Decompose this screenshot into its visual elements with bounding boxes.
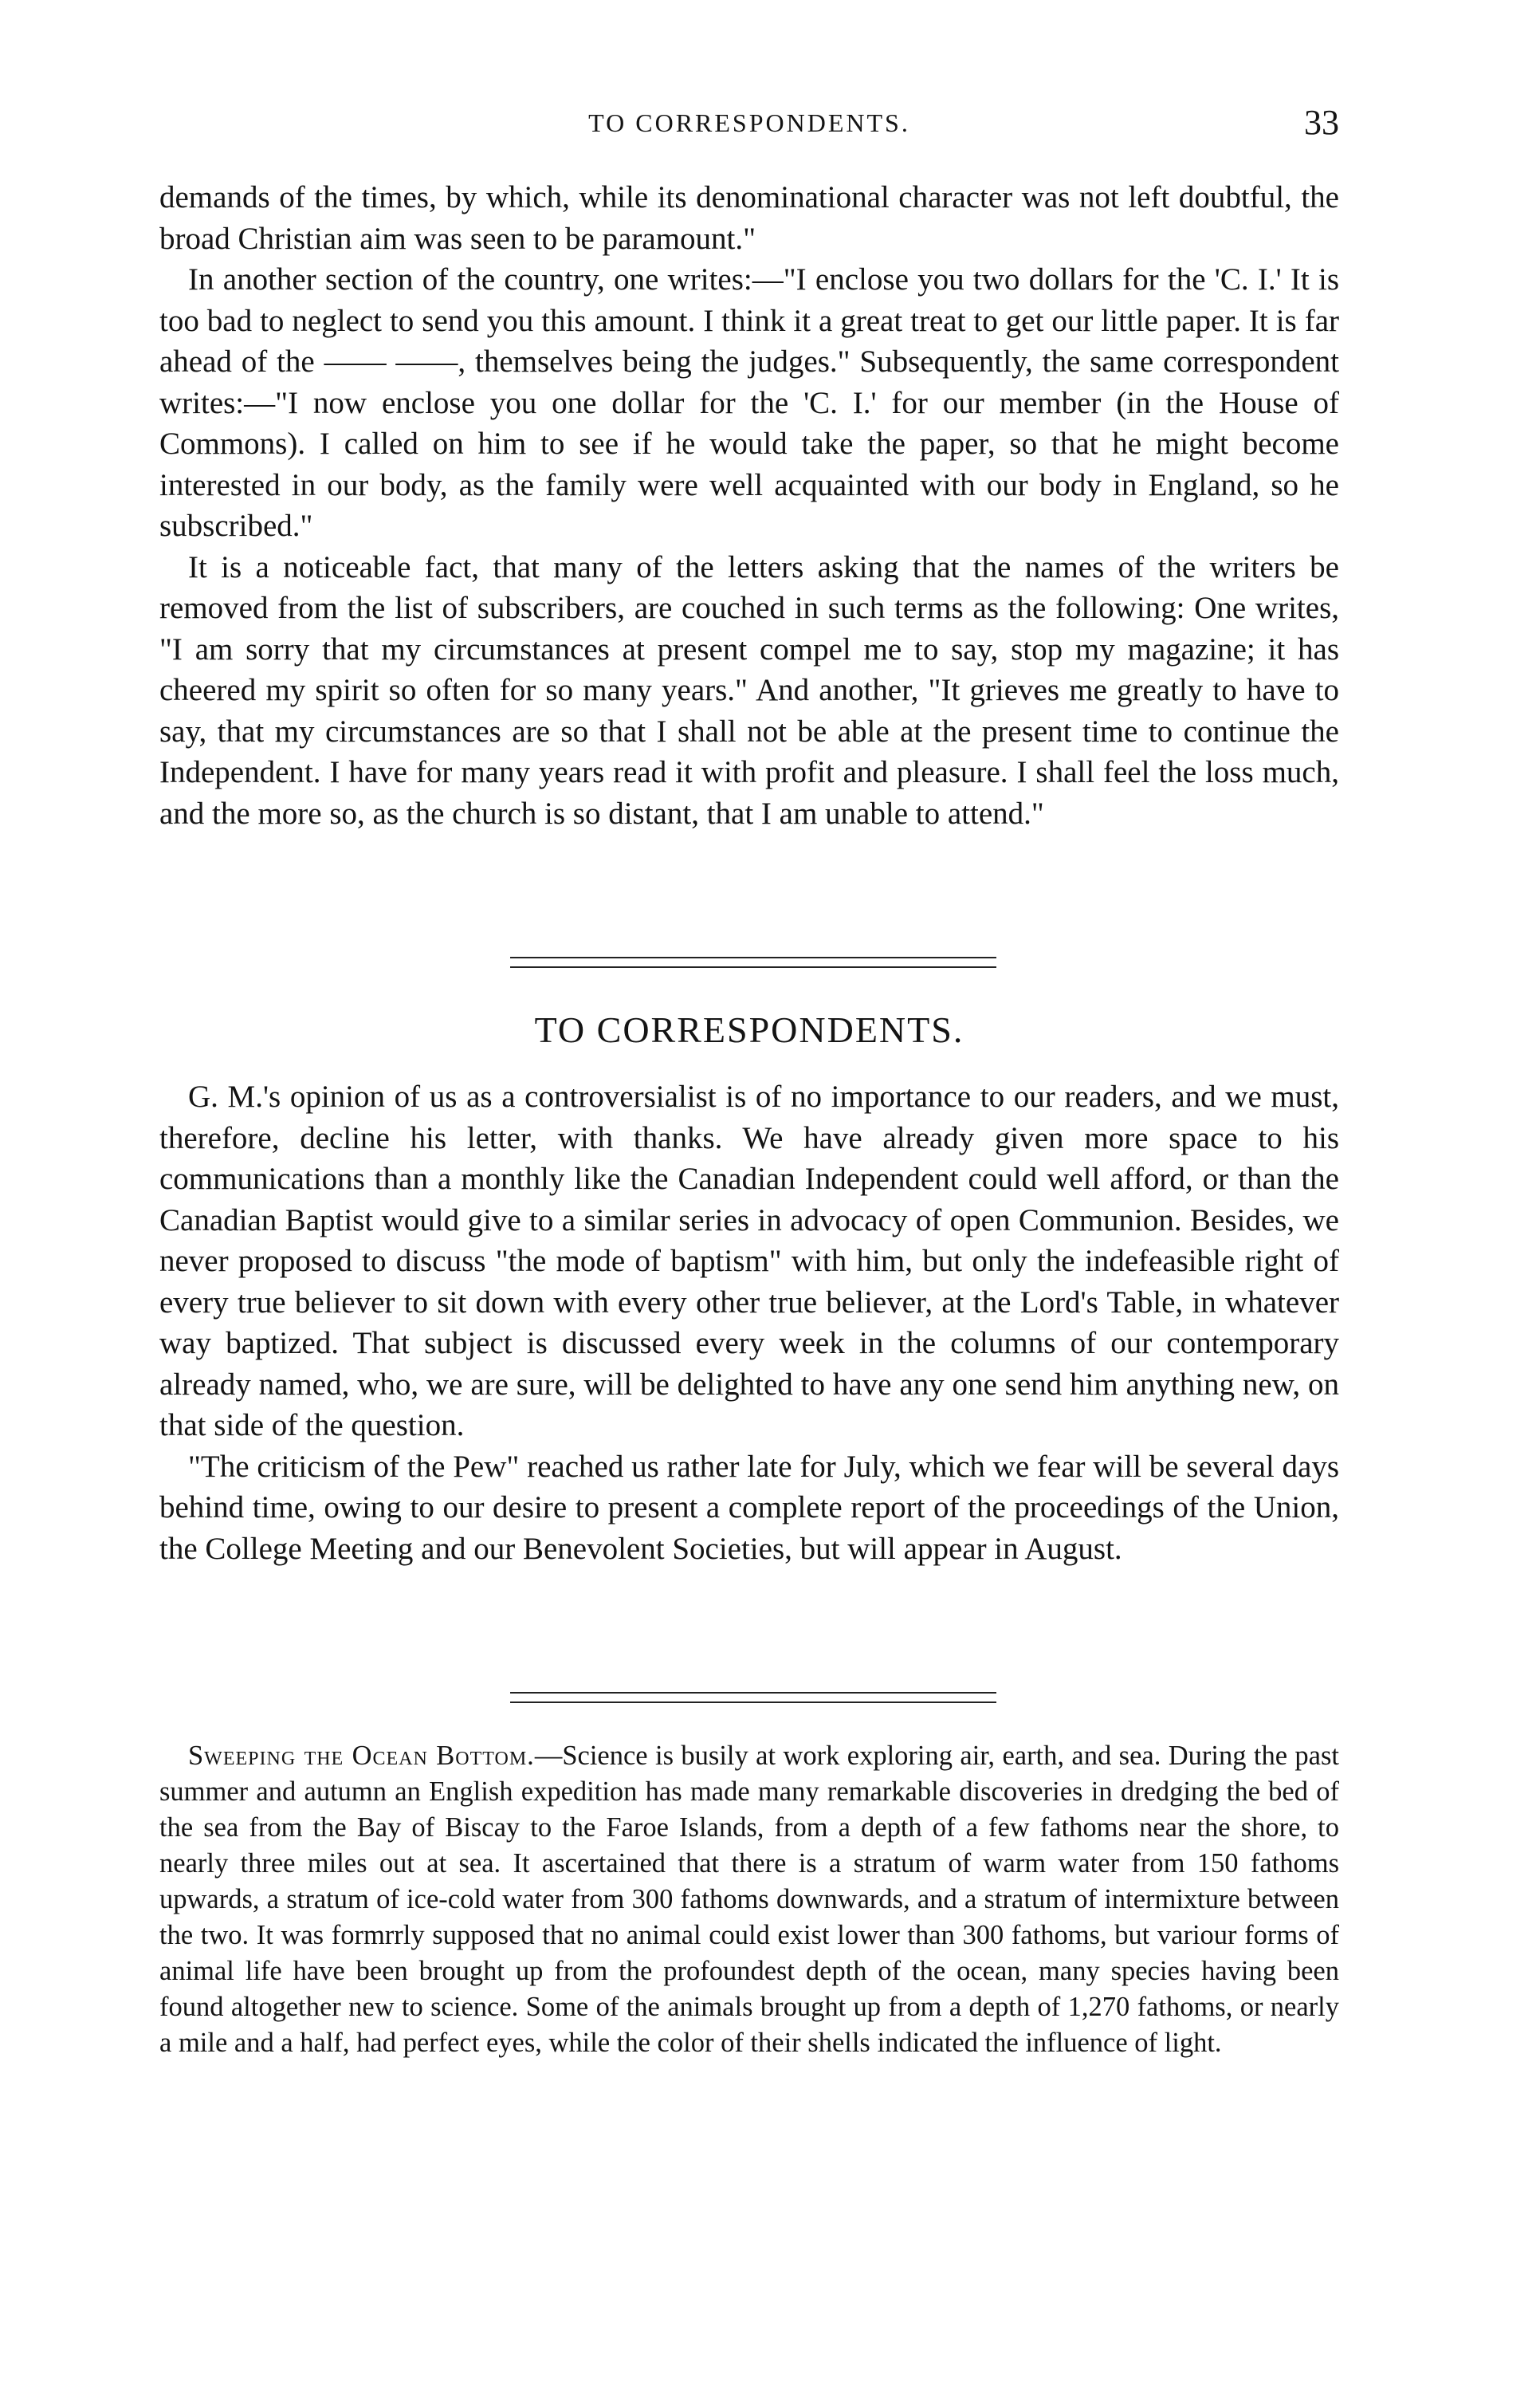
- section-title: TO CORRESPONDENTS.: [534, 1009, 964, 1050]
- note-heading: Sweeping the Ocean Bottom.: [188, 1741, 535, 1771]
- paragraph: In another section of the country, one writes:—"I enclose you two dollars for the 'C. I.' It is too bad to neglect to send you this amount. I think it a great treat to get our little paper. It is far ahead of the —— ——, themselves being the judges." Subsequently, the same correspondent writes:—"I now enclose you one dollar for the 'C. I.' for our member (in the House of Commons). I called on him to see if he would take the paper, so that he might become interested in our body, as the family were well acquainted with our body in England, so he subscribed.": [159, 262, 1339, 543]
- body-text: [159, 177, 1339, 834]
- paragraph: It is a noticeable fact, that many of the letters asking that the names of the writers be removed from the list of subscribers, are couched in such terms as the following: One writes, "I am sorry that my circumstances at present compel me to say, stop my magazine; it has cheered my spirit so often for so many years." And another, "It grieves me greatly to have to say, that my circumstances are so that I shall not be able at the present time to continue the Independent. I have for many years read it with profit and pleasure. I shall feel the loss much, and the more so, as the church is so distant, that I am unable to attend.": [159, 549, 1339, 831]
- correspondents-text: [159, 1076, 1339, 1569]
- divider: [510, 1692, 996, 1694]
- running-head: [159, 102, 1339, 144]
- running-title: TO CORRESPONDENTS.: [588, 108, 910, 137]
- page-number: 33: [1304, 103, 1339, 142]
- divider: [510, 966, 996, 968]
- note-text: —Science is busily at work exploring air, earth, and sea. During the past summer and autumn an English expedition has made many remarkable discoveries in dredging the bed of the sea from the Bay of Biscay to the Faroe Islands, from a depth of a few fathoms near the shore, to nearly three miles out at sea. It ascertained that there is a stratum of warm water from 150 fathoms upwards, a stratum of ice-cold water from 300 fathoms downwards, and a stratum of intermixture between the two. It was formrrly supposed that no animal could exist lower than 300 fathoms, but variour forms of animal life have been brought up from the profoundest depth of the ocean, many species having been found altogether new to science. Some of the animals brought up from a depth of 1,270 fathoms, or nearly a mile and a half, had perfect eyes, while the color of their shells indicated the influence of light.: [159, 1741, 1339, 2058]
- paragraph: "The criticism of the Pew" reached us rather late for July, which we fear will be several days behind time, owing to our desire to present a complete report of the proceedings of the Union, the College Meeting and our Benevolent Societies, but will appear in August.: [159, 1449, 1339, 1566]
- science-note: [159, 1738, 1339, 2061]
- divider: [510, 957, 996, 958]
- paragraph: G. M.'s opinion of us as a controversialist is of no importance to our readers, and we must, therefore, decline his letter, with thanks. We have already given more space to his communications than a monthly like the Canadian Independent could well afford, or than the Canadian Baptist would give to a similar series in advocacy of open Communion. Besides, we never proposed to discuss "the mode of baptism" with him, but only the indefeasible right of every true believer to sit down with every other true believer, at the Lord's Table, in whatever way baptized. That subject is discussed every week in the columns of our contemporary already named, who, we are sure, will be delighted to have any one send him anything new, on that side of the question.: [159, 1080, 1339, 1442]
- paragraph: [159, 1738, 1339, 2061]
- paragraph: demands of the times, by which, while its denominational character was not left doubtful, the broad Christian aim was seen to be paramount.": [159, 180, 1339, 256]
- divider: [510, 1701, 996, 1703]
